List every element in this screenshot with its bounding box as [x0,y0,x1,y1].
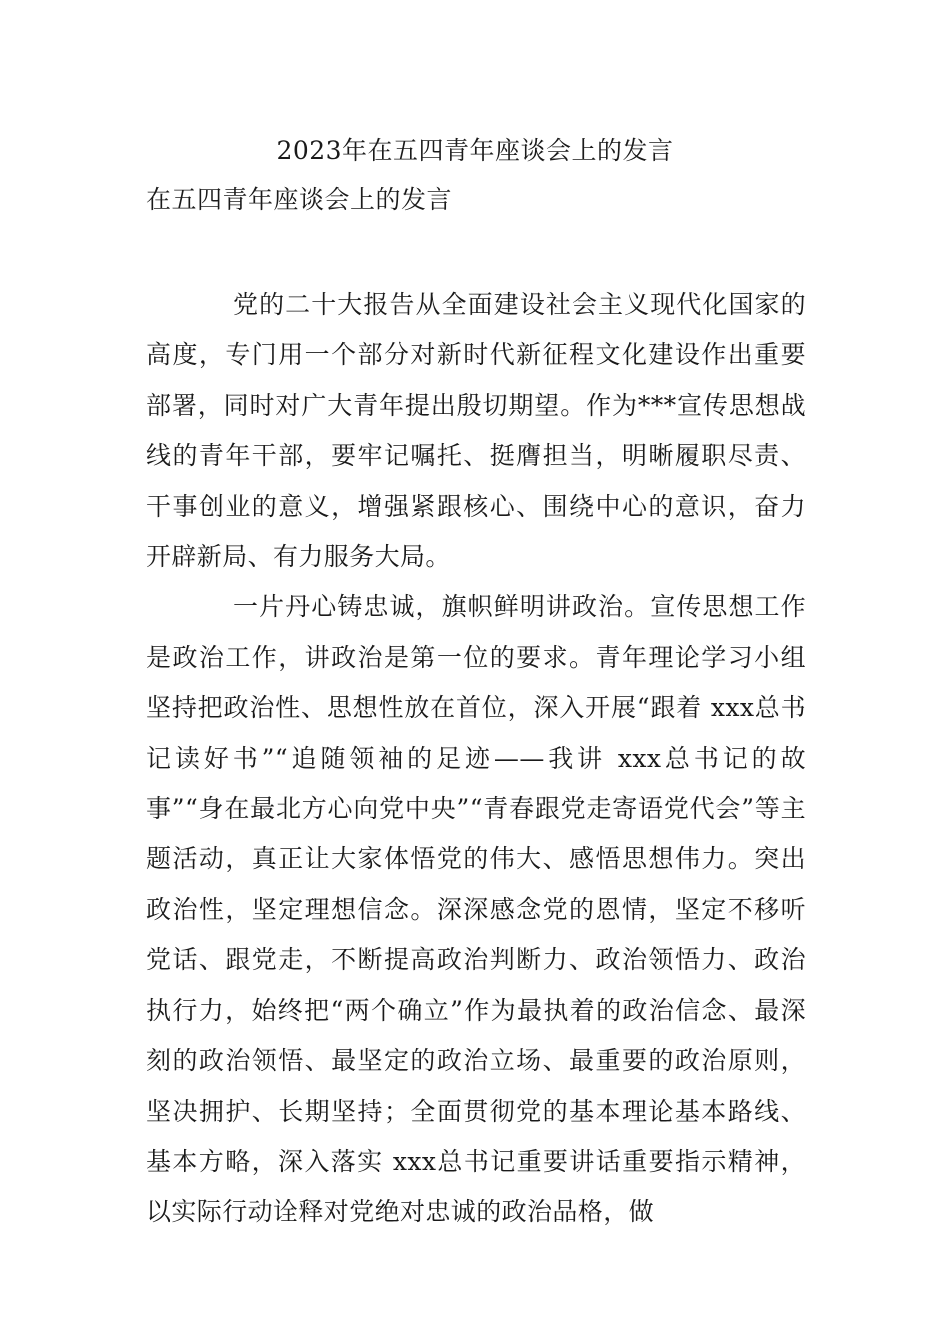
paragraph-intro: 党的二十大报告从全面建设社会主义现代化国家的高度，专门用一个部分对新时代新征程文化建设作出重要部署，同时对广大青年提出殷切期望。作为***宣传思想战线的青年干部，要牢记嘱托、挺膺担当，明晰履职尽责、干事创业的意义，增强紧跟核心、围绕中心的意识，奋力开辟新局、有力服务大局。 [146,290,806,572]
paragraph-politics: 一片丹心铸忠诚，旗帜鲜明讲政治。宣传思想工作是政治工作，讲政治是第一位的要求。青年理论学习小组坚持把政治性、思想性放在首位，深入开展“跟着 xxx总书记读好书”“追随领袖的足迹——我讲 xxx总书记的故事”“身在最北方心向党中央”“青春跟党走寄语党代会”等主题活动，真正让大家体悟党的伟大、感悟思想伟力。突出政治性，坚定理想信念。深深感念党的恩情，坚定不移听党话、跟党走，不断提高政治判断力、政治领悟力、政治执行力，始终把“两个确立”作为最执着的政治信念、最深刻的政治领悟、最坚定的政治立场、最重要的政治原则，坚决拥护、长期坚持；全面贯彻党的基本理论基本路线、基本方略，深入落实 xxx总书记重要讲话重要指示精神，以实际行动诠释对党绝对忠诚的政治品格，做 [146,592,806,1227]
document-title: 2023年在五四青年座谈会上的发言 [276,136,674,165]
document-subtitle: 在五四青年座谈会上的发言 [146,185,453,214]
document-body [146,280,806,1238]
